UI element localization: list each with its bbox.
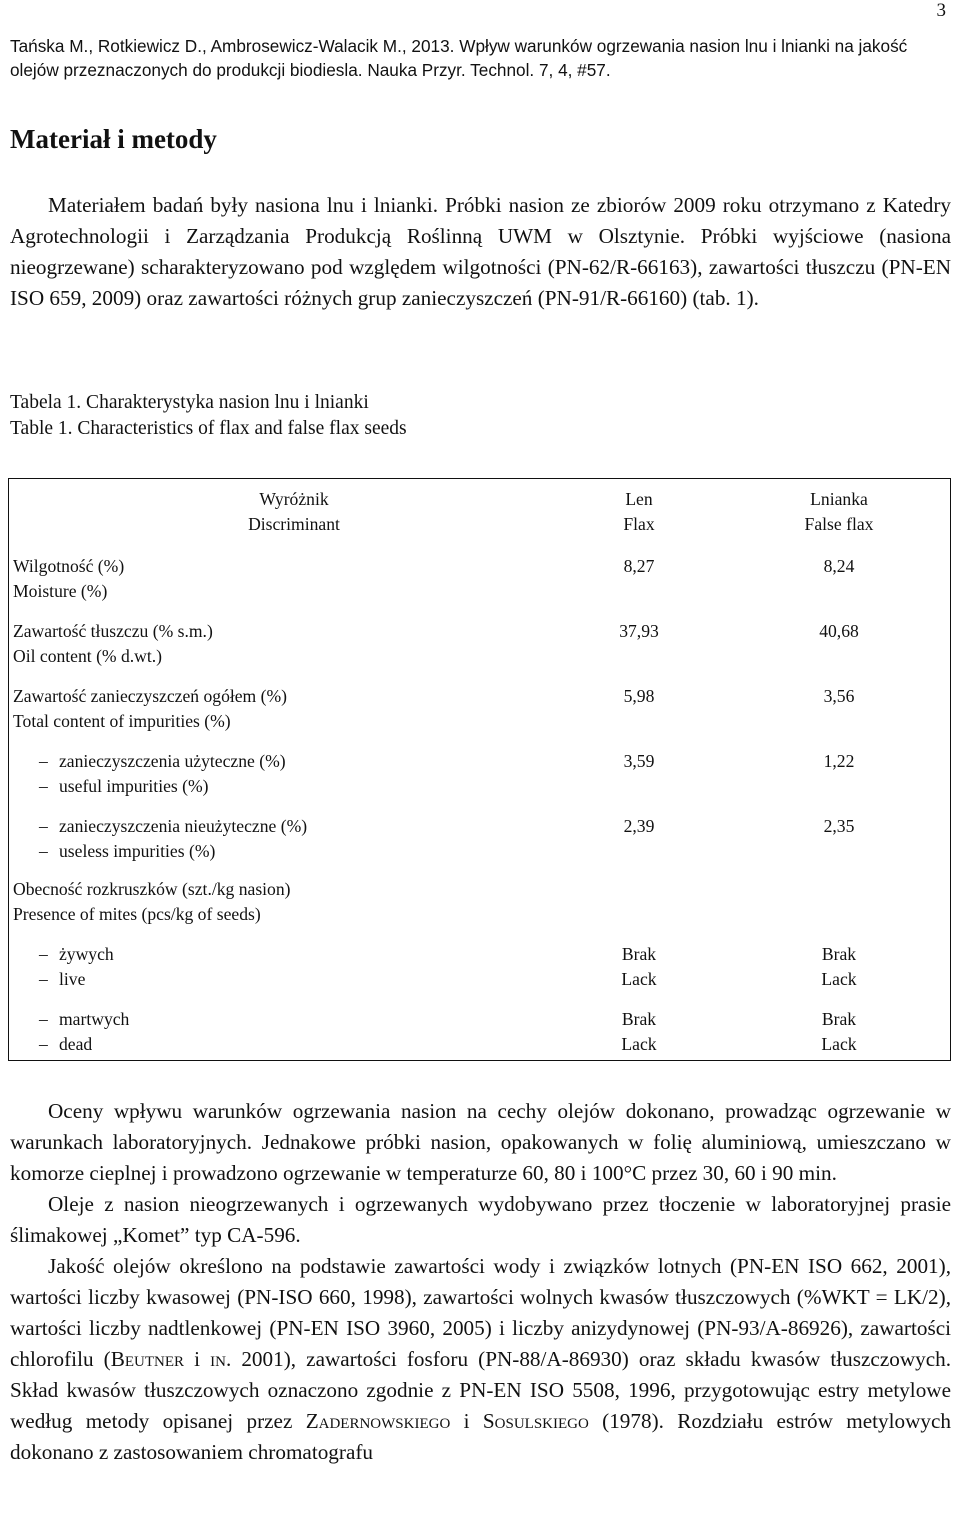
- section-heading: Materiał i metody: [10, 124, 217, 154]
- cell-flax: [569, 942, 709, 992]
- cell-false-flax-en: Lack: [821, 1034, 857, 1054]
- cell-false-flax-pl: Brak: [821, 1009, 857, 1029]
- table-caption: [10, 390, 407, 442]
- cell-false-flax: 2,35: [823, 816, 855, 836]
- author-citation: Zadernowskiego: [305, 1409, 451, 1433]
- row-label-en: – useful impurities (%): [59, 774, 286, 799]
- table-row-label: [13, 554, 124, 604]
- cell-flax: 3,59: [623, 751, 655, 771]
- cell-false-flax: 1,22: [823, 751, 855, 771]
- table-row-label: [59, 749, 286, 799]
- row-label-pl: – żywych: [59, 942, 114, 967]
- cell-flax: 2,39: [623, 816, 655, 836]
- row-label-pl: – zanieczyszczenia użyteczne (%): [59, 749, 286, 774]
- table-row-label: [13, 684, 287, 734]
- table-row-label: [13, 877, 291, 927]
- cell-flax: [569, 1007, 709, 1057]
- author-citation: Sosulskiego: [482, 1409, 589, 1433]
- row-label-en: – dead: [59, 1032, 129, 1057]
- header-discriminant-pl: Wyróżnik: [259, 489, 329, 509]
- final-paragraph: [10, 1251, 951, 1468]
- row-label-pl: Zawartość zanieczyszczeń ogółem (%): [13, 686, 288, 706]
- cell-flax-pl: Brak: [621, 1009, 657, 1029]
- cell-false-flax: [769, 942, 909, 992]
- header-false-flax-pl: Lnianka: [810, 489, 868, 509]
- row-label-en: Presence of mites (pcs/kg of seeds): [13, 904, 261, 924]
- table-row-label: [59, 814, 307, 864]
- citation-header: Tańska M., Rotkiewicz D., Ambrosewicz-Walacik M., 2013. Wpływ warunków ogrzewania nasion lnu i lnianki na jakość olejów przeznaczonych do produkcji biodiesla. Nauka Przyr. Technol. 7, 4, #57.: [10, 36, 908, 80]
- methods-paragraph: Oleje z nasion nieogrzewanych i ogrzewanych wydobywano przez tłoczenie w laboratoryjnej prasie ślimakowej „Komet” typ CA-596.: [10, 1192, 951, 1247]
- author-citation: in: [210, 1347, 226, 1371]
- header-false-flax-en: False flax: [804, 514, 874, 534]
- cell-flax: 8,27: [623, 556, 655, 576]
- table-caption-pl: Tabela 1. Charakterystyka nasion lnu i lnianki: [10, 392, 369, 413]
- table-row-label: [59, 942, 114, 992]
- methods-paragraphs: [10, 1096, 951, 1468]
- header-flax-en: Flax: [623, 514, 655, 534]
- row-label-pl: Zawartość tłuszczu (% s.m.): [13, 621, 213, 641]
- cell-false-flax: 40,68: [819, 621, 859, 641]
- cell-false-flax: 3,56: [823, 686, 855, 706]
- cell-flax-en: Lack: [621, 1034, 657, 1054]
- header-flax: [569, 487, 709, 537]
- data-table: [8, 478, 951, 1061]
- final-text: (1978). Rozdziału estrów metylowych dokonano z zastosowaniem chromatografu: [10, 1409, 952, 1464]
- table-row-label: [59, 1007, 129, 1057]
- row-label-pl: Wilgotność (%): [13, 556, 125, 576]
- cell-false-flax-en: Lack: [821, 969, 857, 989]
- header-discriminant-en: Discriminant: [248, 514, 340, 534]
- row-label-en: Moisture (%): [13, 581, 108, 601]
- final-text: Jakość olejów określono na podstawie zawartości wody i związków lotnych (PN-EN ISO 662, 2001), wartości liczby kwasowej (PN-ISO 660, 1998), zawartości wolnych kwasów tłuszczowych (%WKT = LK/2), wartości liczby nadtlenkowej (PN-EN ISO 3960, 2005) i liczby anizydynowej (PN-93/A-86926), zawartości chlorofilu (: [10, 1254, 951, 1371]
- row-label-pl: – zanieczyszczenia nieużyteczne (%): [59, 814, 307, 839]
- row-label-pl: Obecność rozkruszków (szt./kg nasion): [13, 879, 291, 899]
- cell-flax: 5,98: [623, 686, 655, 706]
- intro-paragraph-text: Materiałem badań były nasiona lnu i lnianki. Próbki nasion ze zbiorów 2009 roku otrzymano z Katedry Agrotechnologii i Zarządzania Produkcją Roślinną UWM w Olsztynie. Próbki wyjściowe (nasiona nieogrzewane) scharakteryzowano pod względem wilgotności (PN-62/R-66163), zawartości tłuszczu (PN-EN ISO 659, 2009) oraz zawartości różnych grup zanieczyszczeń (PN-91/R-66160) (tab. 1).: [10, 193, 951, 310]
- methods-paragraph: Oceny wpływu warunków ogrzewania nasion na cechy olejów dokonano, prowadząc ogrzewanie w warunkach laboratoryjnych. Jednakowe próbki nasion, opakowanych w folię aluminiową, umieszczano w komorze cieplnej i prowadzono ogrzewanie w temperaturze 60, 80 i 100°C przez 30, 60 i 90 min.: [10, 1099, 951, 1185]
- header-flax-pl: Len: [625, 489, 653, 509]
- row-label-en: – useless impurities (%): [59, 839, 307, 864]
- final-text: i: [184, 1347, 211, 1371]
- table-caption-en: Table 1. Characteristics of flax and false flax seeds: [10, 418, 407, 439]
- row-label-en: – live: [59, 967, 114, 992]
- cell-flax-pl: Brak: [621, 944, 657, 964]
- table-row-label: [13, 619, 213, 669]
- header-false-flax: [769, 487, 909, 537]
- cell-flax-en: Lack: [621, 969, 657, 989]
- final-text: . 2001), zawartości fosforu (PN-88/A-86930) oraz składu kwasów tłuszczowych. Skład kwasów tłuszczowych oznaczono zgodnie z PN-EN ISO 5508, 1996, przygotowując estry metylowe według metody opisanej przez: [10, 1347, 952, 1433]
- header-discriminant: [169, 487, 419, 537]
- author-citation: Beutner: [110, 1347, 185, 1371]
- cell-false-flax: 8,24: [823, 556, 855, 576]
- final-text: i: [450, 1409, 483, 1433]
- cell-false-flax-pl: Brak: [821, 944, 857, 964]
- row-label-en: Oil content (% d.wt.): [13, 646, 163, 666]
- row-label-pl: – martwych: [59, 1007, 129, 1032]
- cell-false-flax: [769, 1007, 909, 1057]
- row-label-en: Total content of impurities (%): [13, 711, 231, 731]
- intro-paragraph: [10, 190, 951, 314]
- cell-flax: 37,93: [619, 621, 659, 641]
- page-number: 3: [936, 0, 946, 21]
